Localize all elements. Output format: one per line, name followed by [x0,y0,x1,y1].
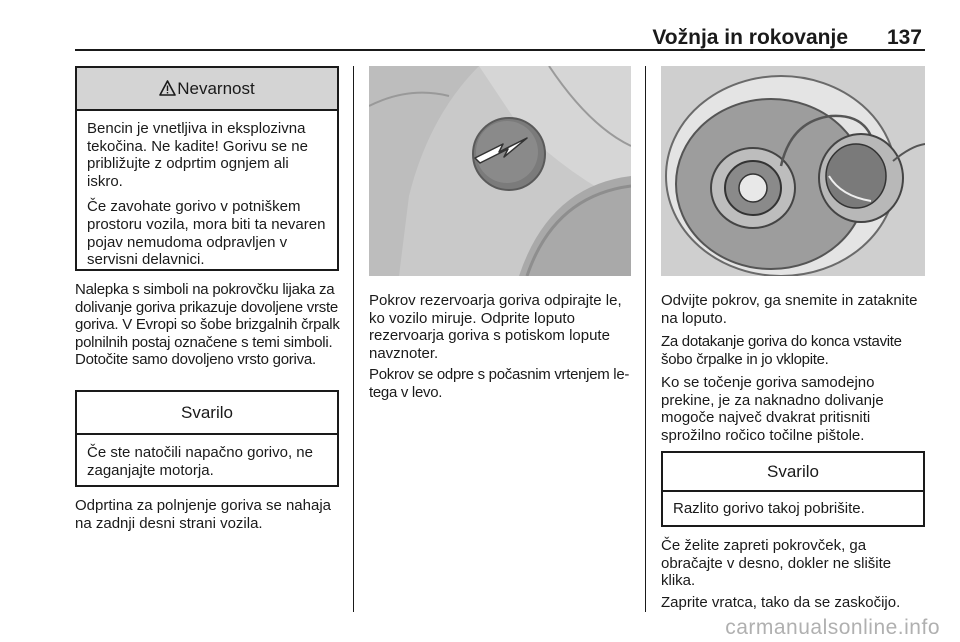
caution-box-2 [661,451,925,527]
column-divider [645,66,646,612]
caution-box-body [77,435,337,479]
caution-box [75,390,339,487]
warning-triangle-icon [159,80,176,96]
caution-box-2-body [663,492,923,518]
danger-box-title: Nevarnost [177,79,255,98]
close-flap-paragraph: Zaprite vratca, tako da se zaskočijo. [661,594,901,611]
refuel-stop-paragraph: Ko se točenje goriva samodejno prekine, je za naknadno dolivanje mogoče največ dvakrat pritisniti sprožilno ročico točilne pištole. [661,374,884,444]
open-cap-paragraph: Pokrov se odpre s počasnim vrtenjem le-tega v levo. [369,366,630,401]
page-header [0,22,960,52]
fuel-label-paragraph: Nalepka s simboli na pokrovčku lijaka za dolivanje goriva prikazuje dovoljene vrste goriva. V Evropi so šobe brizgalnih črpalk polnilnih postaj označene s temi simboli. Dotočite samo dovoljeno vrsto goriva. [75,281,340,369]
close-cap-paragraph: Če želite zapreti pokrovček, ga obračajte v desno, dokler ne slišite klika. [661,537,892,590]
danger-box [75,66,339,271]
open-flap-paragraph: Pokrov rezervoarja goriva odpirajte le, ko vozilo miruje. Odprite loputo rezervoarja goriva s potiskom lopute navznoter. [369,292,622,362]
danger-box-body [77,111,337,269]
caution-2-text: Razlito gorivo takoj pobrišite. [673,500,865,517]
unscrew-cap-paragraph: Odvijte pokrov, ga snemite in zataknite na loputo. [661,292,918,327]
caution-box-header: Svarilo [77,392,337,435]
insert-nozzle-paragraph: Za dotakanje goriva do konca vstavite šobo črpalke in jo vklopite. [661,333,902,368]
header-rule [75,49,925,51]
column-divider [353,66,354,612]
page-title: Vožnja in rokovanje [652,26,848,49]
danger-box-header [77,68,337,111]
caution-text: Če ste natočili napačno gorivo, ne zaganjajte motorja. [87,444,313,479]
danger-text-1: Bencin je vnetljiva in eksplozivna tekočina. Ne kadite! Gorivu se ne približujte z odprtim ognjem ali iskro. [87,120,308,190]
fuel-cap-illustration [661,66,925,276]
watermark: carmanualsonline.info [725,616,940,639]
page-number: 137 [886,26,922,49]
danger-text-2: Če zavohate gorivo v potniškem prostoru vozila, mora biti ta nevaren pojav nemudoma odpravljen v servisni delavnici. [87,198,326,269]
filler-location-paragraph: Odprtina za polnjenje goriva se nahaja na zadnji desni strani vozila. [75,497,332,532]
caution-box-2-header: Svarilo [663,453,923,492]
fuel-flap-illustration [369,66,631,276]
